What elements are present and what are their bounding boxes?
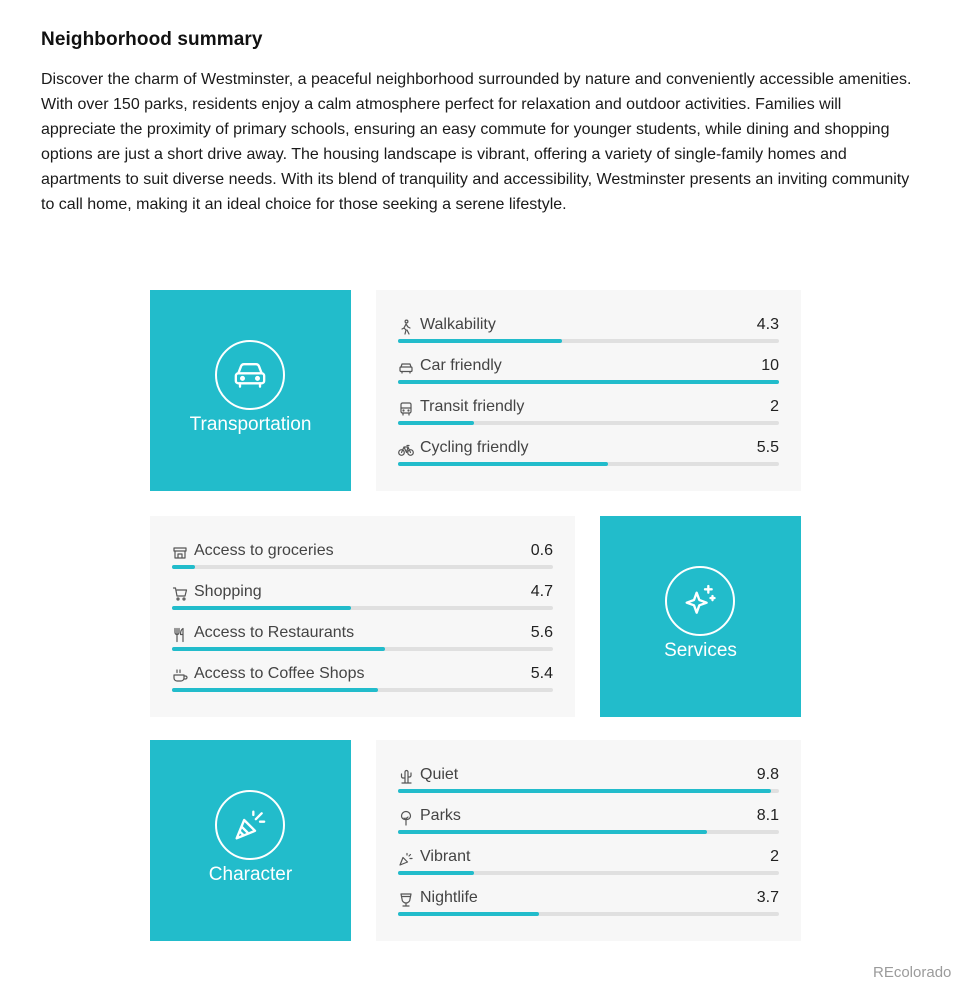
score-bar-fill (398, 421, 474, 425)
score-bar-track (398, 462, 779, 466)
services-label: Services (664, 640, 737, 661)
score-bar-track (398, 912, 779, 916)
transportation-icon-circle (215, 340, 285, 410)
score-label: Transit friendly (420, 398, 525, 415)
score-label: Car friendly (420, 357, 502, 374)
score-bar-track (398, 339, 779, 343)
score-label: Vibrant (420, 848, 471, 865)
score-value: 5.4 (530, 665, 553, 682)
score-bar-track (172, 606, 553, 610)
score-bar-fill (398, 339, 562, 343)
neighborhood-summary-text: Discover the charm of Westminster, a peaceful neighborhood surrounded by nature and conveniently accessible amenities. With over 150 parks, residents enjoy a calm atmosphere perfect for relaxation and outdoor activities. Families will appreciate the proximity of primary schools, ensuring an easy commute for younger students, while dining and shopping options are just a short drive away. The housing landscape is vibrant, offering a variety of single-family homes and apartments to suit diverse needs. With its blend of tranquility and accessibility, Westminster presents an inviting community to call home, making it an ideal choice for those seeking a serene lifestyle. (41, 71, 912, 213)
character-label: Character (208, 864, 293, 885)
score-row-parks (398, 806, 779, 840)
score-bar-fill (172, 688, 378, 692)
character-icon-circle (215, 790, 285, 860)
score-value: 9.8 (756, 766, 779, 783)
score-bar-fill (398, 830, 707, 834)
score-label: Access to groceries (194, 542, 334, 559)
score-label: Shopping (194, 583, 262, 600)
score-label: Cycling friendly (420, 439, 529, 456)
score-bar-fill (172, 606, 351, 610)
score-bar-track (398, 789, 779, 793)
score-bar-fill (398, 462, 608, 466)
transportation-label: Transportation (189, 414, 312, 435)
services-tile (600, 516, 801, 717)
score-bar-fill (398, 871, 474, 875)
transportation-panel (376, 290, 801, 491)
score-label: Access to Restaurants (194, 624, 355, 641)
score-label: Walkability (420, 316, 496, 333)
car-icon (230, 355, 270, 395)
character-tile (150, 740, 351, 941)
score-row-transit-friendly (398, 397, 779, 431)
score-value: 3.7 (756, 889, 779, 906)
score-value: 5.6 (530, 624, 553, 641)
bicycle-icon (398, 442, 414, 458)
bus-icon (398, 401, 414, 417)
score-row-vibrant (398, 847, 779, 881)
store-icon (172, 545, 188, 561)
score-bar-track (398, 421, 779, 425)
score-value: 4.3 (756, 316, 779, 333)
score-label: Quiet (420, 766, 459, 783)
score-value: 2 (770, 848, 779, 865)
character-panel (376, 740, 801, 941)
score-bar-track (398, 830, 779, 834)
score-row-restaurants (172, 623, 553, 657)
score-value: 4.7 (530, 583, 553, 600)
transportation-tile (150, 290, 351, 491)
car-icon (398, 360, 414, 376)
score-bar-track (398, 871, 779, 875)
score-bar-fill (172, 647, 385, 651)
score-bar-track (172, 647, 553, 651)
score-value: 2 (770, 398, 779, 415)
score-bar-fill (172, 565, 195, 569)
score-value: 0.6 (530, 542, 553, 559)
recolorado-watermark: REcolorado (873, 964, 952, 981)
score-row-walkability (398, 315, 779, 349)
score-row-coffee-shops (172, 664, 553, 698)
page-title: Neighborhood summary (41, 29, 263, 50)
walking-icon (398, 319, 414, 335)
score-bar-fill (398, 912, 539, 916)
cart-icon (172, 586, 188, 602)
score-row-car-friendly (398, 356, 779, 390)
score-value: 5.5 (756, 439, 779, 456)
score-bar-fill (398, 380, 779, 384)
cocktail-icon (398, 892, 414, 908)
score-label: Nightlife (420, 889, 478, 906)
services-panel (150, 516, 575, 717)
score-bar-track (172, 565, 553, 569)
score-row-nightlife (398, 888, 779, 922)
party-popper-icon (398, 851, 414, 867)
score-label: Parks (420, 807, 461, 824)
score-row-cycling-friendly (398, 438, 779, 472)
cactus-icon (398, 769, 414, 785)
score-bar-track (398, 380, 779, 384)
sparkles-icon (680, 581, 720, 621)
score-row-quiet (398, 765, 779, 799)
score-bar-fill (398, 789, 771, 793)
services-icon-circle (665, 566, 735, 636)
coffee-icon (172, 668, 188, 684)
score-label: Access to Coffee Shops (194, 665, 365, 682)
score-value: 8.1 (756, 807, 779, 824)
party-popper-icon (230, 805, 270, 845)
score-row-shopping (172, 582, 553, 616)
score-row-groceries (172, 541, 553, 575)
tree-icon (398, 810, 414, 826)
utensils-icon (172, 627, 188, 643)
score-value: 10 (761, 357, 779, 374)
score-bar-track (172, 688, 553, 692)
